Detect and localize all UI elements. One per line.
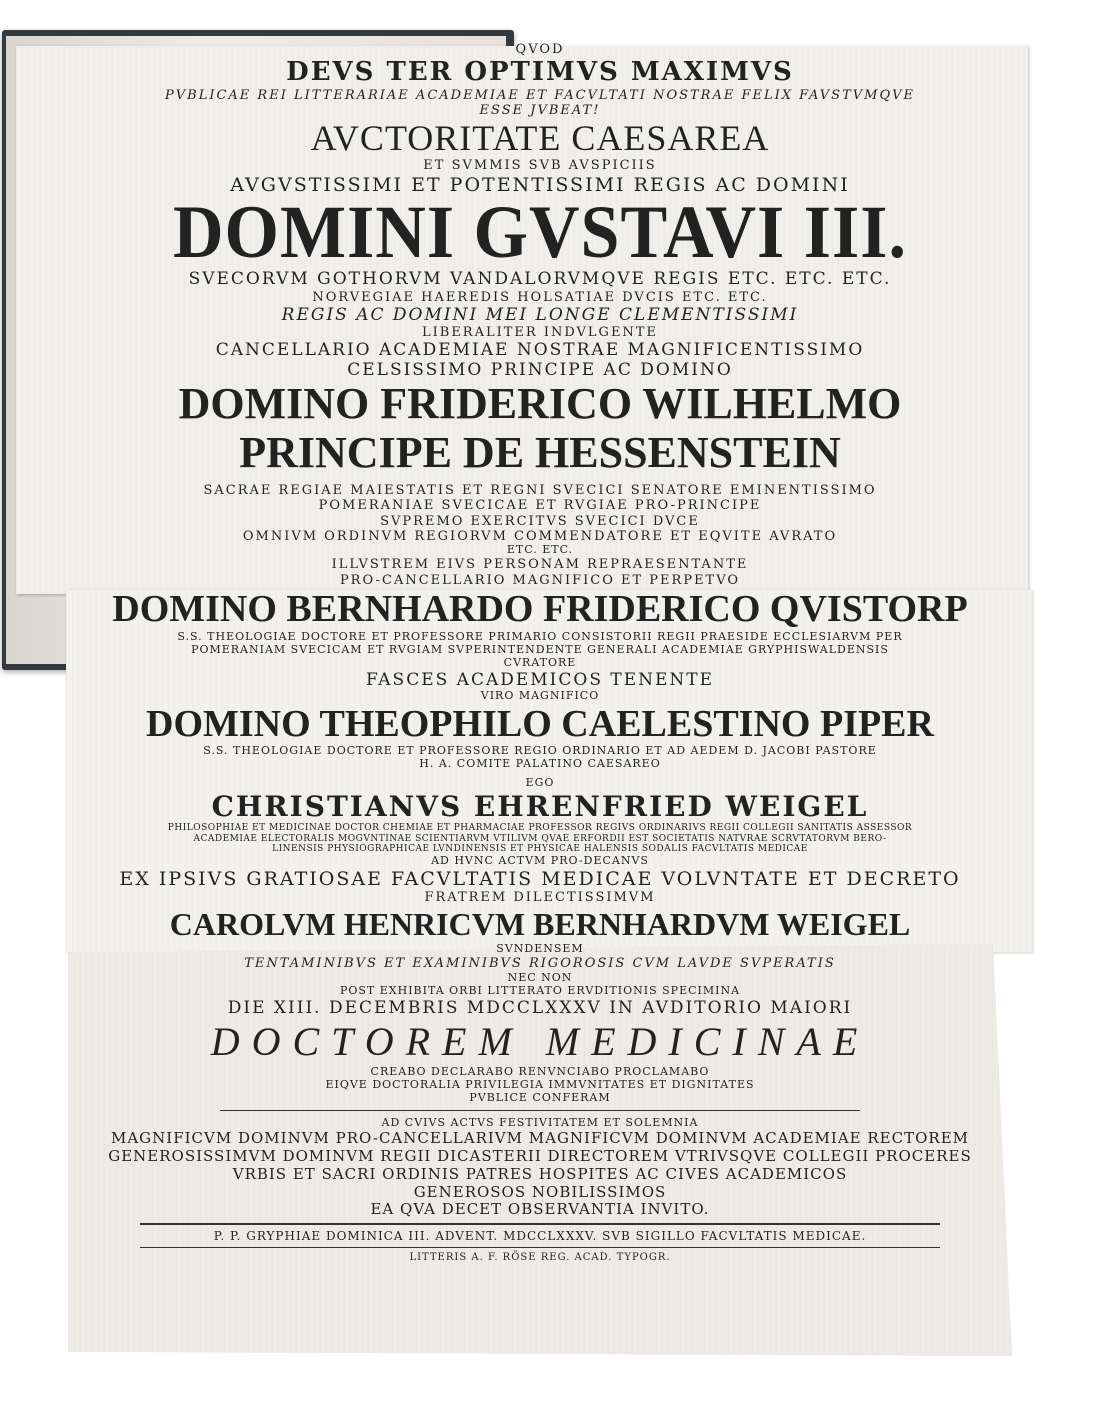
line-hessenstein: PRINCIPE DE HESSENSTEIN	[239, 427, 841, 477]
line-doctorem-medicinae: DOCTOREM MEDICINAE	[210, 1018, 870, 1064]
line-auctoritate: AVCTORITATE CAESAREA	[310, 117, 770, 158]
line-deus: DEVS TER OPTIMVS MAXIMVS	[286, 57, 794, 88]
line-omnium: OMNIVM ORDINVM REGIORVM COMMENDATORE ET EQVITE AVRATO	[242, 529, 838, 545]
line-etc: ETC. ETC.	[506, 543, 574, 557]
line-fratrem: FRATREM DILECTISSIMVM	[424, 890, 656, 906]
line-quod: QVOD	[515, 42, 565, 57]
line-svecorum: SVECORVM GOTHORVM VANDALORVMQVE REGIS ETC. ETC. ETC.	[188, 269, 892, 290]
line-illustrem: ILLVSTREM EIVS PERSONAM REPRAESENTANTE	[331, 557, 749, 573]
line-sundensem: SVNDENSEM	[496, 942, 584, 956]
line-et-summis: ET SVMMIS SVB AVSPICIIS	[423, 158, 657, 174]
line-tentaminibus: TENTAMINIBVS ET EXAMINIBVS RIGOROSIS CVM LAVDE SVPERATIS	[244, 956, 836, 972]
line-ad-cuius: AD CVIVS ACTVS FESTIVITATEM ET SOLEMNIA	[381, 1116, 699, 1130]
line-liberaliter: LIBERALITER INDVLGENTE	[422, 324, 658, 340]
line-celsissimo: CELSISSIMO PRINCIPE AC DOMINO	[347, 360, 733, 381]
line-magnificum: MAGNIFICVM DOMINVM PRO-CANCELLARIVM MAGNIFICVM DOMINVM ACADEMIAE RECTOREM	[110, 1129, 970, 1148]
line-viro: VIRO MAGNIFICO	[480, 688, 600, 702]
line-ego: EGO	[525, 776, 555, 789]
line-urbis: VRBIS ET SACRI ORDINIS PATRES HOSPITES AC CIVES ACADEMICOS	[232, 1164, 848, 1183]
divider-rule	[220, 1110, 860, 1111]
document-text	[70, 42, 1010, 1264]
line-ss-theologiae-2: S.S. THEOLOGIAE DOCTORE ET PROFESSORE REGIO ORDINARIO ET AD AEDEM D. JACOBI PASTORE	[203, 744, 877, 758]
line-imprint: P. P. GRYPHIAE DOMINICA III. ADVENT. MDCCLXXXV. SVB SIGILLO FACVLTATIS MEDICAE.	[213, 1228, 867, 1243]
line-regis-ac: REGIS AC DOMINI MEI LONGE CLEMENTISSIMI	[281, 304, 799, 325]
line-quistorp: DOMINO BERNHARDO FRIDERICO QVISTORP	[112, 588, 968, 631]
line-ex-ipsius: EX IPSIVS GRATIOSAE FACVLTATIS MEDICAE VOLVNTATE ET DECRETO	[119, 867, 961, 890]
line-academiae-electoralis: ACADEMIAE ELECTORALIS MOGVNTINAE SCIENTIARVM VTILIVM QVAE ERFORDII EST SOCIETATIS NATVRAE SCRVTATORVM BERO-	[193, 833, 887, 844]
line-comite: H. A. COMITE PALATINO CAESAREO	[419, 757, 661, 771]
line-generosos: GENEROSOS NOBILISSIMOS	[413, 1182, 667, 1201]
line-ss-theologiae-1: S.S. THEOLOGIAE DOCTORE ET PROFESSORE PRIMARIO CONSISTORII REGII PRAESIDE ECCLESIARVM PER	[177, 629, 903, 643]
line-linensis: LINENSIS PHYSIOGRAPHICAE LVNDINENSIS ET PHYSICAE HALENSIS SODALIS FACVLTATIS MEDICAE	[272, 844, 808, 855]
line-eique: EIQVE DOCTORALIA PRIVILEGIA IMMVNITATES ET DIGNITATES	[325, 1077, 755, 1091]
line-friderico-wilhelmo: DOMINO FRIDERICO WILHELMO	[178, 379, 902, 429]
line-esse: ESSE JVBEAT!	[479, 103, 601, 119]
line-philosophiae: PHILOSOPHIAE ET MEDICINAE DOCTOR CHEMIAE ET PHARMACIAE PROFESSOR REGIVS ORDINARIVS REGII COLLEGII SANITATIS ASSESSOR	[167, 823, 913, 833]
line-supremo: SVPREMO EXERCITVS SVECICI DVCE	[380, 513, 700, 529]
line-pomeraniae: POMERANIAE SVECICAE ET RVGIAE PRO-PRINCIPE	[318, 498, 762, 514]
line-piper: DOMINO THEOPHILO CAELESTINO PIPER	[146, 702, 934, 745]
line-ad-hunc: AD HVNC ACTVM PRO-DECANVS	[431, 853, 649, 867]
line-pro-cancellario: PRO-CANCELLARIO MAGNIFICO ET PERPETVO	[339, 572, 741, 588]
divider-double-rule	[140, 1223, 940, 1225]
line-ea-qua: EA QVA DECET OBSERVANTIA INVITO.	[370, 1200, 710, 1219]
line-printer: LITTERIS A. F. RÖSE REG. ACAD. TYPOGR.	[409, 1252, 671, 1264]
line-norvegiae: NORVEGIAE HAEREDIS HOLSATIAE DVCIS ETC. ETC.	[312, 289, 768, 305]
line-generosissimum: GENEROSISSIMVM DOMINVM REGII DICASTERII DIRECTOREM VTRIVSQVE COLLEGII PROCERES	[108, 1147, 972, 1166]
line-sacrae: SACRAE REGIAE MAIESTATIS ET REGNI SVECICI SENATORE EMINENTISSIMO	[203, 483, 877, 499]
line-publicae: PVBLICAE REI LITTERARIAE ACADEMIAE ET FACVLTATI NOSTRAE FELIX FAVSTVMQVE	[165, 88, 915, 103]
line-christianus: CHRISTIANVS EHRENFRIED WEIGEL	[211, 789, 869, 823]
line-publice: PVBLICE CONFERAM	[469, 1090, 611, 1104]
line-curatore: CVRATORE	[503, 655, 577, 669]
line-post-exhibita: POST EXHIBITA ORBI LITTERATO ERVDITIONIS SPECIMINA	[339, 983, 741, 997]
line-fasces: FASCES ACADEMICOS TENENTE	[365, 669, 715, 690]
line-carolum: CAROLVM HENRICVM BERNHARDVM WEIGEL	[169, 905, 911, 942]
line-nec-non: NEC NON	[507, 970, 573, 984]
line-augustissimi: AVGVSTISSIMI ET POTENTISSIMI REGIS AC DOMINI	[230, 173, 850, 196]
line-die-xiii: DIE XIII. DECEMBRIS MDCCLXXXV IN AVDITORIO MAIORI	[227, 997, 853, 1018]
line-creabo: CREABO DECLARABO RENVNCIABO PROCLAMABO	[370, 1064, 710, 1078]
divider-bottom-rule	[140, 1247, 940, 1248]
line-cancellario: CANCELLARIO ACADEMIAE NOSTRAE MAGNIFICENTISSIMO	[215, 340, 865, 361]
line-pomeraniam: POMERANIAM SVECICAM ET RVGIAM SVPERINTENDENTE GENERALI ACADEMIAE GRYPHISWALDENSIS	[191, 642, 889, 656]
line-domini-gustavi: DOMINI GVSTAVI III.	[172, 190, 908, 275]
